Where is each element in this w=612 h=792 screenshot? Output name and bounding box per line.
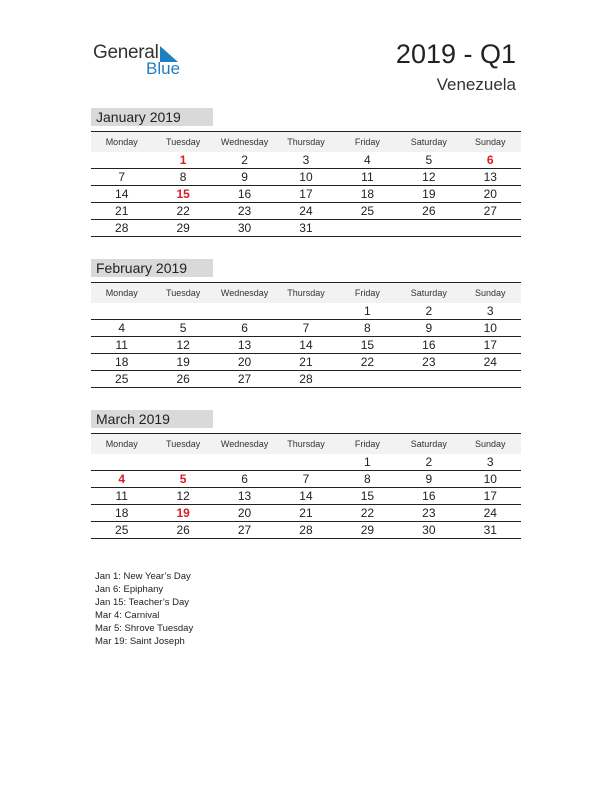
day-cell: 25 [360, 204, 375, 218]
day-cell: 19 [176, 355, 190, 369]
holiday-note: Jan 15: Teacher’s Day [95, 597, 190, 608]
weekday-label: Friday [354, 439, 380, 449]
weekday-label: Tuesday [166, 439, 201, 449]
week-row [91, 488, 521, 505]
day-cell: 6 [486, 153, 494, 167]
week-row [91, 303, 521, 320]
day-cell: 23 [422, 506, 436, 520]
weekday-label: Friday [354, 288, 380, 298]
week-row [91, 505, 521, 522]
week-row [91, 371, 521, 388]
day-cell: 14 [299, 338, 313, 352]
day-cell: 27 [237, 372, 252, 386]
day-cell: 1 [364, 455, 371, 469]
weekday-header [91, 131, 521, 152]
day-cell: 18 [360, 187, 375, 201]
day-cell: 10 [299, 170, 313, 184]
day-cell: 22 [360, 506, 375, 520]
week-row [91, 522, 521, 539]
day-cell: 3 [486, 455, 494, 469]
week-row [91, 337, 521, 354]
weekday-label: Friday [354, 137, 380, 147]
day-cell: 3 [486, 304, 494, 318]
country-name: Venezuela [436, 75, 516, 94]
day-cell: 26 [422, 204, 436, 218]
weekday-label: Sunday [474, 439, 506, 449]
day-cell: 13 [237, 338, 252, 352]
week-row [91, 354, 521, 371]
week-row [91, 169, 521, 186]
day-cell: 31 [483, 523, 497, 537]
week-row [91, 152, 521, 169]
weekday-label: Saturday [410, 137, 447, 147]
day-cell: 24 [299, 204, 313, 218]
day-cell: 2 [425, 304, 433, 318]
day-cell: 14 [115, 187, 129, 201]
weekday-label: Wednesday [220, 288, 269, 298]
day-cell: 11 [115, 338, 128, 352]
day-cell: 1 [179, 153, 187, 167]
day-cell: 4 [118, 321, 126, 335]
day-cell [398, 371, 459, 387]
day-cell: 21 [115, 204, 129, 218]
day-cell [275, 454, 336, 470]
day-cell: 9 [241, 170, 248, 184]
day-cell [275, 303, 336, 319]
weekday-label: Wednesday [220, 439, 269, 449]
day-cell: 25 [115, 372, 129, 386]
day-cell: 24 [483, 506, 497, 520]
day-cell: 6 [241, 321, 248, 335]
day-cell: 14 [299, 489, 313, 503]
week-row [91, 186, 521, 203]
holiday-note: Mar 4: Carnival [95, 610, 160, 621]
day-cell: 10 [483, 321, 497, 335]
weekday-label: Thursday [287, 137, 325, 147]
day-cell [460, 220, 521, 236]
day-cell: 29 [176, 221, 190, 235]
day-cell: 31 [299, 221, 313, 235]
week-row [91, 203, 521, 220]
weekday-label: Thursday [287, 288, 325, 298]
day-cell [214, 303, 275, 319]
day-cell [337, 371, 398, 387]
day-cell: 20 [237, 506, 252, 520]
weekday-label: Wednesday [220, 137, 269, 147]
day-cell: 26 [176, 523, 190, 537]
weekday-label: Thursday [287, 439, 325, 449]
day-cell: 5 [179, 321, 187, 335]
day-cell: 9 [425, 472, 433, 486]
day-cell: 7 [118, 170, 126, 184]
day-cell: 7 [302, 472, 310, 486]
weekday-label: Sunday [474, 288, 506, 298]
week-row [91, 320, 521, 337]
day-cell: 12 [176, 489, 190, 503]
day-cell: 30 [422, 523, 436, 537]
day-cell: 27 [237, 523, 252, 537]
logo-text-general: General [93, 42, 159, 63]
day-cell: 7 [302, 321, 310, 335]
logo-text-blue: Blue [146, 59, 181, 78]
day-cell: 17 [483, 489, 497, 503]
day-cell [91, 303, 152, 319]
day-cell: 28 [115, 221, 129, 235]
day-cell: 8 [364, 321, 371, 335]
day-cell: 28 [299, 523, 313, 537]
quarter-title: 2019 - Q1 [395, 39, 516, 69]
weekday-label: Monday [105, 288, 138, 298]
day-cell: 5 [425, 153, 433, 167]
day-cell: 22 [176, 204, 190, 218]
weekday-label: Saturday [410, 288, 447, 298]
day-cell: 2 [241, 153, 248, 167]
weekday-label: Tuesday [166, 288, 201, 298]
weekday-label: Monday [105, 137, 138, 147]
day-cell: 17 [483, 338, 497, 352]
day-cell: 20 [237, 355, 252, 369]
day-cell: 22 [360, 355, 375, 369]
day-cell: 3 [302, 153, 310, 167]
month-march [91, 410, 521, 539]
day-cell: 15 [176, 187, 190, 201]
holiday-note: Mar 5: Shrove Tuesday [95, 623, 194, 634]
weekday-label: Tuesday [166, 137, 201, 147]
day-cell: 20 [483, 187, 497, 201]
day-cell: 16 [237, 187, 252, 201]
day-cell [152, 454, 213, 470]
day-cell: 26 [176, 372, 190, 386]
day-cell [460, 371, 521, 387]
day-cell: 27 [483, 204, 497, 218]
day-cell: 19 [176, 506, 190, 520]
day-cell [398, 220, 459, 236]
holiday-note: Jan 1: New Year’s Day [95, 571, 191, 582]
day-cell [337, 220, 398, 236]
day-cell: 1 [364, 304, 371, 318]
weekday-label: Sunday [474, 137, 506, 147]
month-name: February 2019 [91, 259, 213, 277]
week-row [91, 454, 521, 471]
day-cell: 16 [422, 338, 436, 352]
day-cell [91, 152, 152, 168]
day-cell: 28 [299, 372, 313, 386]
day-cell: 15 [360, 338, 375, 352]
day-cell [91, 454, 152, 470]
day-cell: 6 [241, 472, 248, 486]
day-cell: 23 [237, 204, 252, 218]
weekday-label: Monday [105, 439, 138, 449]
generalblue-logo [93, 42, 193, 82]
day-cell: 30 [237, 221, 252, 235]
day-cell: 29 [360, 523, 375, 537]
week-row [91, 471, 521, 488]
day-cell: 21 [299, 355, 313, 369]
week-row [91, 220, 521, 237]
holiday-list [95, 570, 193, 648]
day-cell: 17 [299, 187, 313, 201]
day-cell: 21 [299, 506, 313, 520]
day-cell: 11 [361, 170, 374, 184]
day-cell: 11 [115, 489, 128, 503]
day-cell: 5 [179, 472, 187, 486]
day-cell: 25 [115, 523, 129, 537]
day-cell: 15 [360, 489, 375, 503]
day-cell: 2 [425, 455, 433, 469]
day-cell: 8 [364, 472, 371, 486]
month-name: January 2019 [91, 108, 213, 126]
day-cell: 12 [422, 170, 436, 184]
day-cell: 19 [422, 187, 436, 201]
day-cell: 16 [422, 489, 436, 503]
day-cell: 23 [422, 355, 436, 369]
day-cell: 13 [237, 489, 252, 503]
day-cell: 4 [118, 472, 126, 486]
day-cell: 12 [176, 338, 190, 352]
holiday-note: Mar 19: Saint Joseph [95, 636, 185, 647]
month-name: March 2019 [91, 410, 213, 428]
day-cell [214, 454, 275, 470]
day-cell: 9 [425, 321, 433, 335]
day-cell: 10 [483, 472, 497, 486]
day-cell [152, 303, 213, 319]
day-cell: 8 [179, 170, 187, 184]
weekday-header [91, 433, 521, 454]
month-january [91, 108, 521, 237]
day-cell: 24 [483, 355, 497, 369]
day-cell: 18 [115, 355, 129, 369]
day-cell: 18 [115, 506, 129, 520]
weekday-label: Saturday [410, 439, 447, 449]
month-february [91, 259, 521, 388]
weekday-header [91, 282, 521, 303]
day-cell: 13 [483, 170, 497, 184]
day-cell: 4 [364, 153, 371, 167]
holiday-note: Jan 6: Epiphany [95, 584, 164, 595]
